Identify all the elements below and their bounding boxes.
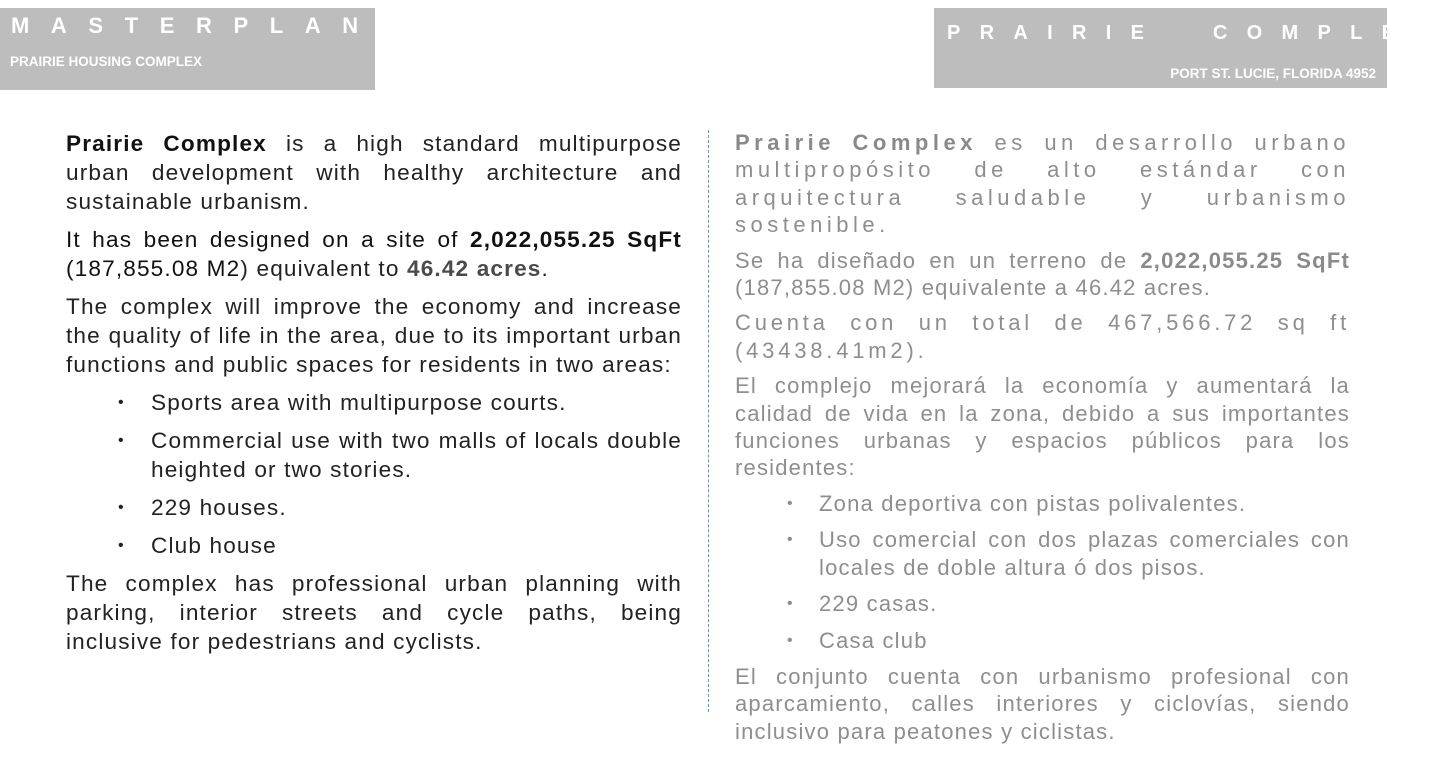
es-project-name: Prairie Complex bbox=[735, 130, 977, 155]
es-planning-paragraph: El conjunto cuenta con urbanismo profesional con aparcamiento, calles interiores y ciclovías, siendo inclusivo para peatones y ciclistas. bbox=[735, 663, 1350, 744]
bullet-icon: • bbox=[118, 499, 125, 516]
en-intro-text: is a high standard multipurpose urban development with healthy architecture and sustainable urbanism. bbox=[66, 131, 683, 214]
es-site-rest: (187,855.08 M2) equivalente a 46.42 acres. bbox=[735, 275, 1212, 301]
column-divider bbox=[708, 130, 709, 712]
bullet-icon: • bbox=[787, 494, 794, 512]
english-column bbox=[66, 129, 682, 665]
list-item: • 229 casas. bbox=[787, 591, 938, 617]
spanish-column bbox=[735, 129, 1350, 753]
es-intro-paragraph bbox=[735, 129, 1350, 239]
bullet-icon: • bbox=[787, 595, 794, 613]
list-item: • Zona deportiva con pistas polivalentes. bbox=[787, 490, 1247, 516]
es-improve-paragraph: El complejo mejorará la economía y aumentará la calidad de vida en la zona, debido a sus importantes funciones urbanas y espacios públicos para los residentes: bbox=[735, 373, 1350, 481]
en-areas-list bbox=[66, 388, 682, 560]
en-project-name: Prairie Complex bbox=[66, 131, 267, 156]
en-site-paragraph bbox=[66, 225, 682, 283]
list-item: • Casa club bbox=[787, 627, 928, 653]
es-site-area: 2,022,055.25 SqFt bbox=[1140, 247, 1350, 273]
bullet-icon: • bbox=[118, 432, 125, 449]
es-total-paragraph: Cuenta con un total de 467,566.72 sq ft (43438.41m2). bbox=[735, 310, 1350, 363]
en-site-equivalent: ) equivalent to bbox=[240, 256, 407, 281]
list-item: • Club house bbox=[118, 533, 277, 558]
en-improve-paragraph: The complex will improve the economy and increase the quality of life in the area, due to its important urban functions and public spaces for residents in two areas: bbox=[66, 294, 682, 377]
en-site-text: It has been designed on a site of bbox=[66, 227, 471, 252]
en-intro-paragraph bbox=[66, 129, 682, 216]
masterplan-subtitle: PRAIRIE HOUSING COMPLEX bbox=[10, 54, 203, 69]
es-site-paragraph bbox=[735, 247, 1350, 302]
masterplan-header bbox=[0, 8, 380, 90]
list-item: • Commercial use with two malls of locals double heighted or two stories. bbox=[118, 428, 682, 482]
masterplan-title: MASTERPLAN bbox=[11, 13, 380, 38]
list-item: • Uso comercial con dos plazas comerciales con locales de doble altura ó dos pisos. bbox=[787, 527, 1350, 580]
project-title: PRAIRIE COMPLEX bbox=[947, 22, 1447, 44]
list-item: • Sports area with multipurpose courts. bbox=[118, 390, 567, 415]
project-location: PORT ST. LUCIE, FLORIDA 4952 bbox=[1170, 66, 1376, 81]
en-site-area: 2,022,055.25 SqFt bbox=[470, 227, 682, 252]
en-planning-paragraph: The complex has professional urban planning with parking, interior streets and cycle paths, being inclusive for pedestrians and cyclists. bbox=[66, 571, 682, 654]
en-site-acres: 46.42 acres bbox=[406, 256, 542, 281]
es-areas-list bbox=[735, 490, 1350, 654]
es-site-text: Se ha diseñado en un terreno de bbox=[735, 247, 1141, 273]
es-intro-text: es un desarrollo urbano multipropósito de alto estándar con arquitectura saludable y urbanismo sostenible. bbox=[735, 130, 1351, 238]
bullet-icon: • bbox=[118, 537, 125, 554]
bullet-icon: • bbox=[787, 531, 794, 549]
bullet-icon: • bbox=[787, 631, 794, 649]
project-header bbox=[934, 8, 1447, 88]
en-site-end: . bbox=[541, 256, 549, 281]
en-site-metric: (187,855.08 M2 bbox=[66, 256, 241, 281]
bullet-icon: • bbox=[118, 394, 125, 411]
list-item: • 229 houses. bbox=[118, 495, 287, 520]
